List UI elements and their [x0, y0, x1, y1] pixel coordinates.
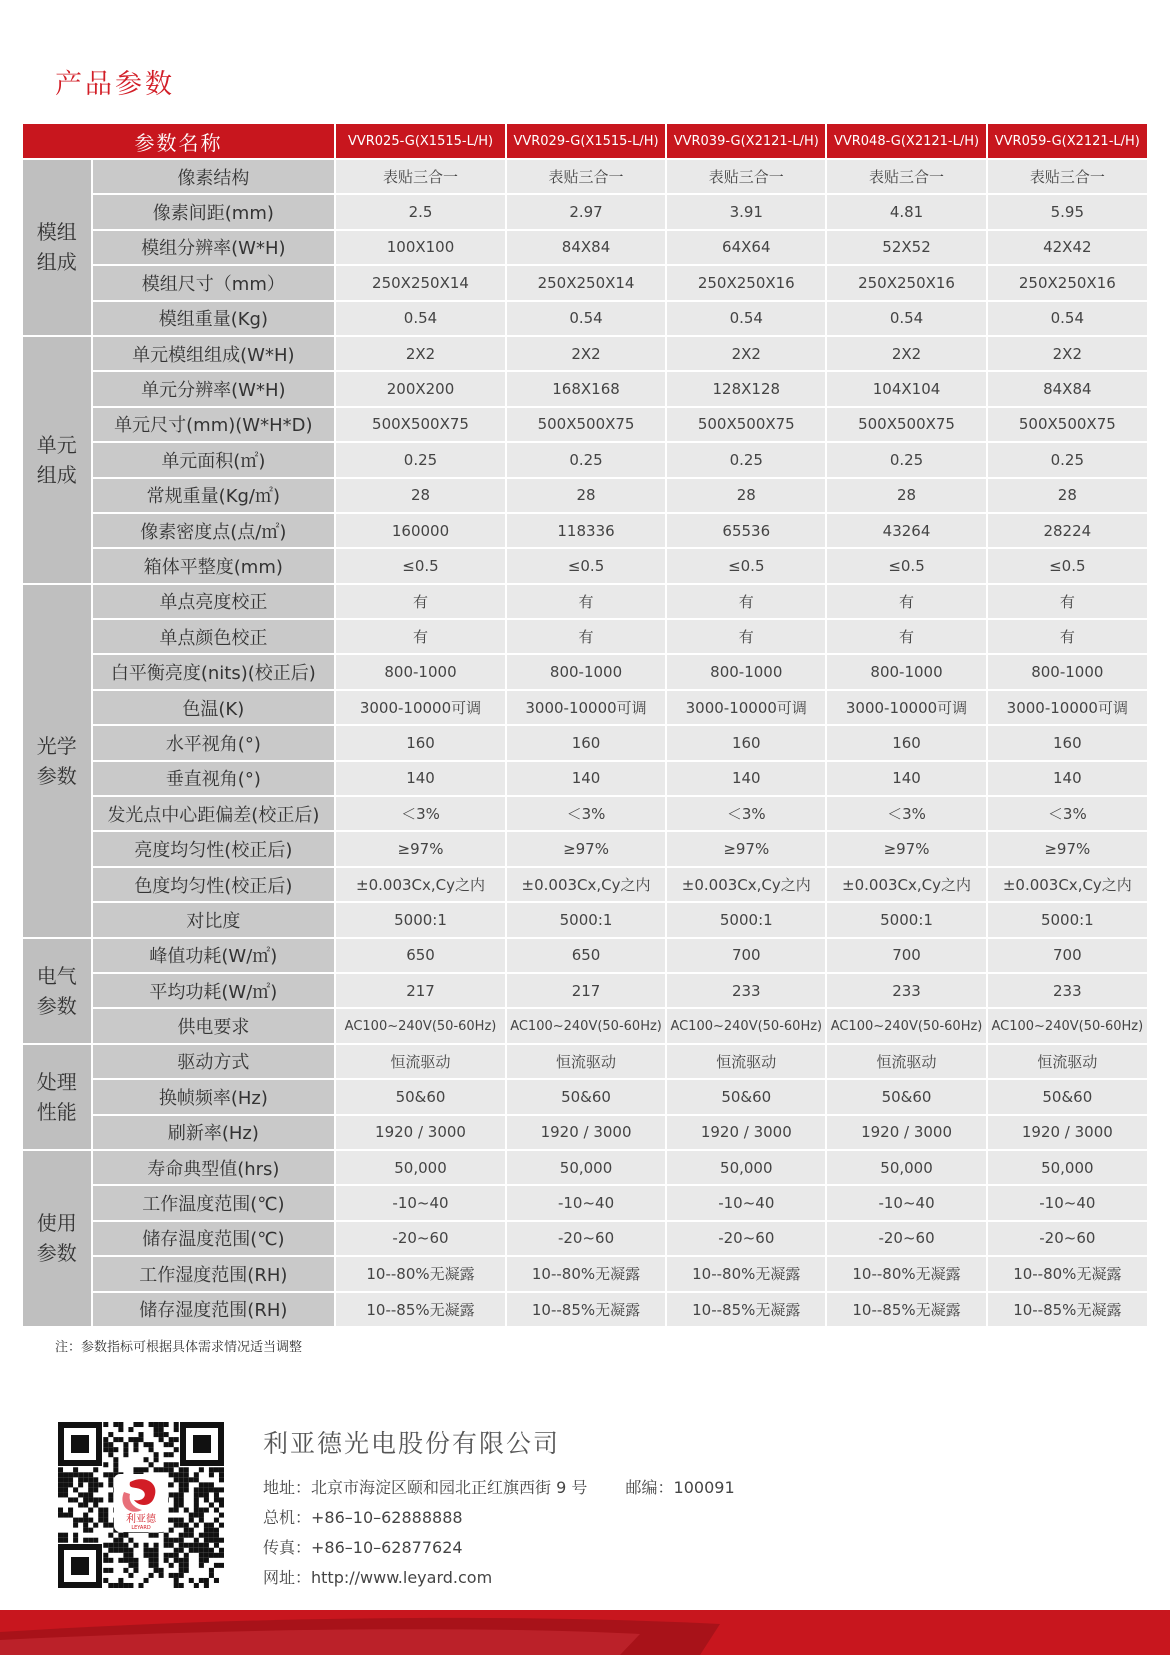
value-cell: 800-1000 — [335, 654, 506, 689]
param-name: 储存温度范围(℃) — [92, 1221, 336, 1256]
param-name: 单点颜色校正 — [92, 619, 336, 654]
param-name: 模组重量(Kg) — [92, 301, 336, 336]
value-cell: 50,000 — [506, 1150, 666, 1185]
value-cell: 233 — [987, 973, 1148, 1008]
value-cell: 84X84 — [987, 371, 1148, 406]
value-cell: ≥97% — [506, 831, 666, 866]
value-cell: 3000-10000可调 — [666, 690, 826, 725]
model-header: VVR048-G(X2121-L/H) — [826, 123, 986, 159]
table-row — [22, 1256, 1148, 1291]
value-cell: 50,000 — [666, 1150, 826, 1185]
value-cell: 10--80%无凝露 — [826, 1256, 986, 1291]
param-name: 单点亮度校正 — [92, 584, 336, 619]
value-cell: 800-1000 — [666, 654, 826, 689]
table-row — [22, 1150, 1148, 1185]
param-name: 对比度 — [92, 902, 336, 937]
value-cell: ≥97% — [826, 831, 986, 866]
bottom-decorative-band — [0, 1610, 1170, 1655]
value-cell: 5000:1 — [506, 902, 666, 937]
value-cell: 有 — [506, 619, 666, 654]
value-cell: 0.25 — [987, 442, 1148, 477]
value-cell: ＜3% — [506, 796, 666, 831]
value-cell: 650 — [335, 938, 506, 973]
value-cell: 表贴三合一 — [506, 159, 666, 194]
value-cell: 500X500X75 — [666, 407, 826, 442]
param-name: 模组尺寸（mm） — [92, 265, 336, 300]
value-cell: 5.95 — [987, 194, 1148, 229]
value-cell: 恒流驱动 — [506, 1044, 666, 1079]
value-cell: 10--85%无凝露 — [666, 1292, 826, 1328]
table-row — [22, 1185, 1148, 1220]
table-row — [22, 831, 1148, 866]
value-cell: 140 — [335, 761, 506, 796]
table-row — [22, 796, 1148, 831]
value-cell: 4.81 — [826, 194, 986, 229]
value-cell: 50&60 — [506, 1079, 666, 1114]
param-name: 像素结构 — [92, 159, 336, 194]
value-cell: ±0.003Cx,Cy之内 — [506, 867, 666, 902]
value-cell: 表贴三合一 — [666, 159, 826, 194]
value-cell: 有 — [666, 619, 826, 654]
qr-logo-subtext: LEYARD — [131, 1525, 151, 1531]
param-name: 寿命典型值(hrs) — [92, 1150, 336, 1185]
value-cell: 2.97 — [506, 194, 666, 229]
company-fax: 传真：+86–10–62877624 — [263, 1538, 463, 1557]
value-cell: 有 — [826, 584, 986, 619]
value-cell: 800-1000 — [506, 654, 666, 689]
value-cell: 28 — [506, 478, 666, 513]
param-name: 发光点中心距偏差(校正后) — [92, 796, 336, 831]
qr-code — [58, 1422, 224, 1588]
value-cell: 250X250X14 — [506, 265, 666, 300]
value-cell: 10--80%无凝露 — [335, 1256, 506, 1291]
value-cell: 1920 / 3000 — [506, 1115, 666, 1150]
value-cell: 50,000 — [987, 1150, 1148, 1185]
table-row — [22, 902, 1148, 937]
param-name: 模组分辨率(W*H) — [92, 230, 336, 265]
value-cell: ±0.003Cx,Cy之内 — [335, 867, 506, 902]
value-cell: 0.54 — [506, 301, 666, 336]
param-name: 工作温度范围(℃) — [92, 1185, 336, 1220]
value-cell: 恒流驱动 — [335, 1044, 506, 1079]
value-cell: 217 — [335, 973, 506, 1008]
table-row — [22, 336, 1148, 371]
value-cell: 800-1000 — [987, 654, 1148, 689]
value-cell: 65536 — [666, 513, 826, 548]
value-cell: 10--80%无凝露 — [506, 1256, 666, 1291]
value-cell: 0.25 — [335, 442, 506, 477]
table-row — [22, 1008, 1148, 1043]
value-cell: 1920 / 3000 — [987, 1115, 1148, 1150]
param-name: 色温(K) — [92, 690, 336, 725]
value-cell: 50&60 — [335, 1079, 506, 1114]
group-label: 电气 参数 — [22, 938, 92, 1044]
value-cell: 1920 / 3000 — [826, 1115, 986, 1150]
qr-logo-text: 利亚德 — [126, 1514, 156, 1525]
value-cell: ≤0.5 — [987, 548, 1148, 583]
value-cell: 2.5 — [335, 194, 506, 229]
value-cell: AC100~240V(50-60Hz) — [666, 1008, 826, 1043]
value-cell: 700 — [666, 938, 826, 973]
value-cell: 1920 / 3000 — [335, 1115, 506, 1150]
value-cell: 有 — [666, 584, 826, 619]
company-website[interactable]: 网址：http://www.leyard.com — [263, 1568, 493, 1587]
value-cell: 2X2 — [666, 336, 826, 371]
table-row — [22, 1221, 1148, 1256]
value-cell: -10~40 — [826, 1185, 986, 1220]
value-cell: ≤0.5 — [506, 548, 666, 583]
value-cell: 0.25 — [826, 442, 986, 477]
value-cell: 恒流驱动 — [666, 1044, 826, 1079]
value-cell: 3000-10000可调 — [506, 690, 666, 725]
value-cell: AC100~240V(50-60Hz) — [987, 1008, 1148, 1043]
value-cell: 0.25 — [506, 442, 666, 477]
value-cell: 2X2 — [335, 336, 506, 371]
value-cell: 50&60 — [826, 1079, 986, 1114]
param-name: 单元尺寸(mm)(W*H*D) — [92, 407, 336, 442]
table-row — [22, 1079, 1148, 1114]
table-row — [22, 867, 1148, 902]
value-cell: 2X2 — [987, 336, 1148, 371]
table-row — [22, 548, 1148, 583]
value-cell: 50,000 — [335, 1150, 506, 1185]
value-cell: 200X200 — [335, 371, 506, 406]
value-cell: ≤0.5 — [826, 548, 986, 583]
model-header: VVR039-G(X2121-L/H) — [666, 123, 826, 159]
table-row — [22, 654, 1148, 689]
group-label: 光学 参数 — [22, 584, 92, 938]
value-cell: 500X500X75 — [826, 407, 986, 442]
value-cell: 160 — [666, 725, 826, 760]
value-cell: ≤0.5 — [335, 548, 506, 583]
value-cell: ±0.003Cx,Cy之内 — [987, 867, 1148, 902]
table-row — [22, 407, 1148, 442]
value-cell: 128X128 — [666, 371, 826, 406]
value-cell: ≥97% — [666, 831, 826, 866]
value-cell: 250X250X16 — [987, 265, 1148, 300]
value-cell: 恒流驱动 — [826, 1044, 986, 1079]
value-cell: ≥97% — [335, 831, 506, 866]
param-name: 工作湿度范围(RH) — [92, 1256, 336, 1291]
value-cell: 160000 — [335, 513, 506, 548]
value-cell: 64X64 — [666, 230, 826, 265]
param-name: 刷新率(Hz) — [92, 1115, 336, 1150]
value-cell: 160 — [826, 725, 986, 760]
value-cell: 160 — [506, 725, 666, 760]
value-cell: 28 — [987, 478, 1148, 513]
value-cell: 140 — [987, 761, 1148, 796]
value-cell: 恒流驱动 — [987, 1044, 1148, 1079]
value-cell: 5000:1 — [826, 902, 986, 937]
value-cell: 5000:1 — [335, 902, 506, 937]
spec-body — [22, 159, 1148, 1327]
company-name: 利亚德光电股份有限公司 — [263, 1429, 561, 1458]
param-name: 供电要求 — [92, 1008, 336, 1043]
table-row — [22, 442, 1148, 477]
value-cell: 表贴三合一 — [987, 159, 1148, 194]
param-name: 水平视角(°) — [92, 725, 336, 760]
company-phone: 总机：+86–10–62888888 — [263, 1508, 463, 1527]
value-cell: 118336 — [506, 513, 666, 548]
value-cell: 2X2 — [826, 336, 986, 371]
value-cell: 0.54 — [987, 301, 1148, 336]
value-cell: -10~40 — [987, 1185, 1148, 1220]
value-cell: 700 — [826, 938, 986, 973]
table-row — [22, 725, 1148, 760]
table-row — [22, 1044, 1148, 1079]
value-cell: 84X84 — [506, 230, 666, 265]
value-cell: 42X42 — [987, 230, 1148, 265]
value-cell: 217 — [506, 973, 666, 1008]
value-cell: 表贴三合一 — [826, 159, 986, 194]
value-cell: ＜3% — [987, 796, 1148, 831]
header-label: 参数名称 — [22, 123, 335, 159]
group-label: 模组 组成 — [22, 159, 92, 336]
value-cell: 3000-10000可调 — [826, 690, 986, 725]
table-row — [22, 938, 1148, 973]
model-header: VVR025-G(X1515-L/H) — [335, 123, 506, 159]
value-cell: 有 — [335, 619, 506, 654]
value-cell: 800-1000 — [826, 654, 986, 689]
value-cell: 表贴三合一 — [335, 159, 506, 194]
value-cell: 有 — [987, 619, 1148, 654]
company-address-line — [263, 1475, 735, 1498]
value-cell: AC100~240V(50-60Hz) — [335, 1008, 506, 1043]
param-name: 峰值功耗(W/㎡) — [92, 938, 336, 973]
param-name: 像素间距(mm) — [92, 194, 336, 229]
value-cell: 250X250X16 — [666, 265, 826, 300]
table-row — [22, 1115, 1148, 1150]
value-cell: 104X104 — [826, 371, 986, 406]
value-cell: ≥97% — [987, 831, 1148, 866]
value-cell: 0.54 — [666, 301, 826, 336]
footnote: 注：参数指标可根据具体需求情况适当调整 — [55, 1340, 303, 1355]
value-cell: 3000-10000可调 — [987, 690, 1148, 725]
value-cell: 28 — [335, 478, 506, 513]
value-cell: 250X250X16 — [826, 265, 986, 300]
param-name: 单元分辨率(W*H) — [92, 371, 336, 406]
value-cell: ±0.003Cx,Cy之内 — [826, 867, 986, 902]
table-row — [22, 690, 1148, 725]
table-row — [22, 194, 1148, 229]
value-cell: 140 — [826, 761, 986, 796]
model-header: VVR029-G(X1515-L/H) — [506, 123, 666, 159]
value-cell: 500X500X75 — [335, 407, 506, 442]
param-name: 换帧频率(Hz) — [92, 1079, 336, 1114]
group-label: 处理 性能 — [22, 1044, 92, 1150]
param-name: 垂直视角(°) — [92, 761, 336, 796]
value-cell: AC100~240V(50-60Hz) — [506, 1008, 666, 1043]
param-name: 单元模组组成(W*H) — [92, 336, 336, 371]
table-row — [22, 761, 1148, 796]
value-cell: 10--85%无凝露 — [506, 1292, 666, 1328]
param-name: 色度均匀性(校正后) — [92, 867, 336, 902]
value-cell: AC100~240V(50-60Hz) — [826, 1008, 986, 1043]
value-cell: 500X500X75 — [987, 407, 1148, 442]
value-cell: 500X500X75 — [506, 407, 666, 442]
table-row — [22, 513, 1148, 548]
value-cell: 50,000 — [826, 1150, 986, 1185]
param-name: 亮度均匀性(校正后) — [92, 831, 336, 866]
value-cell: 有 — [826, 619, 986, 654]
table-row — [22, 1292, 1148, 1328]
table-row — [22, 619, 1148, 654]
value-cell: 28 — [826, 478, 986, 513]
value-cell: 有 — [506, 584, 666, 619]
value-cell: 3000-10000可调 — [335, 690, 506, 725]
value-cell: -20~60 — [506, 1221, 666, 1256]
value-cell: 0.54 — [826, 301, 986, 336]
group-label: 使用 参数 — [22, 1150, 92, 1327]
value-cell: ±0.003Cx,Cy之内 — [666, 867, 826, 902]
param-name: 平均功耗(W/㎡) — [92, 973, 336, 1008]
table-row — [22, 159, 1148, 194]
table-row — [22, 230, 1148, 265]
table-row — [22, 973, 1148, 1008]
value-cell: 50&60 — [987, 1079, 1148, 1114]
value-cell: 10--80%无凝露 — [666, 1256, 826, 1291]
value-cell: 0.25 — [666, 442, 826, 477]
value-cell: 52X52 — [826, 230, 986, 265]
table-row — [22, 584, 1148, 619]
value-cell: ＜3% — [826, 796, 986, 831]
table-row — [22, 371, 1148, 406]
value-cell: 5000:1 — [666, 902, 826, 937]
model-header: VVR059-G(X2121-L/H) — [987, 123, 1148, 159]
value-cell: 2X2 — [506, 336, 666, 371]
value-cell: -10~40 — [666, 1185, 826, 1220]
value-cell: 140 — [506, 761, 666, 796]
value-cell: 0.54 — [335, 301, 506, 336]
value-cell: 43264 — [826, 513, 986, 548]
param-name: 储存湿度范围(RH) — [92, 1292, 336, 1328]
value-cell: 有 — [987, 584, 1148, 619]
value-cell: 233 — [666, 973, 826, 1008]
company-postcode: 邮编：100091 — [625, 1478, 735, 1497]
value-cell: -20~60 — [826, 1221, 986, 1256]
value-cell: ＜3% — [335, 796, 506, 831]
value-cell: 10--85%无凝露 — [987, 1292, 1148, 1328]
table-row — [22, 265, 1148, 300]
value-cell: 250X250X14 — [335, 265, 506, 300]
value-cell: 168X168 — [506, 371, 666, 406]
value-cell: 10--80%无凝露 — [987, 1256, 1148, 1291]
value-cell: 650 — [506, 938, 666, 973]
value-cell: 100X100 — [335, 230, 506, 265]
table-row — [22, 478, 1148, 513]
value-cell: 160 — [335, 725, 506, 760]
param-name: 单元面积(㎡) — [92, 442, 336, 477]
param-name: 驱动方式 — [92, 1044, 336, 1079]
param-name: 箱体平整度(mm) — [92, 548, 336, 583]
value-cell: 233 — [826, 973, 986, 1008]
param-name: 白平衡亮度(nits)(校正后) — [92, 654, 336, 689]
value-cell: 3.91 — [666, 194, 826, 229]
value-cell: 50&60 — [666, 1079, 826, 1114]
value-cell: 5000:1 — [987, 902, 1148, 937]
value-cell: ≤0.5 — [666, 548, 826, 583]
table-row — [22, 301, 1148, 336]
group-label: 单元 组成 — [22, 336, 92, 584]
value-cell: 1920 / 3000 — [666, 1115, 826, 1150]
value-cell: 10--85%无凝露 — [826, 1292, 986, 1328]
spec-table — [21, 122, 1149, 1328]
value-cell: 10--85%无凝露 — [335, 1292, 506, 1328]
value-cell: -20~60 — [335, 1221, 506, 1256]
value-cell: -10~40 — [506, 1185, 666, 1220]
company-address: 地址：北京市海淀区颐和园北正红旗西街 9 号 — [263, 1478, 588, 1497]
value-cell: 28 — [666, 478, 826, 513]
value-cell: 28224 — [987, 513, 1148, 548]
value-cell: 160 — [987, 725, 1148, 760]
value-cell: 700 — [987, 938, 1148, 973]
page-title: 产品参数 — [55, 69, 175, 100]
value-cell: -20~60 — [666, 1221, 826, 1256]
table-header-row — [22, 123, 1148, 159]
param-name: 常规重量(Kg/㎡) — [92, 478, 336, 513]
value-cell: -10~40 — [335, 1185, 506, 1220]
param-name: 像素密度点(点/㎡) — [92, 513, 336, 548]
value-cell: -20~60 — [987, 1221, 1148, 1256]
value-cell: ＜3% — [666, 796, 826, 831]
value-cell: 140 — [666, 761, 826, 796]
value-cell: 有 — [335, 584, 506, 619]
